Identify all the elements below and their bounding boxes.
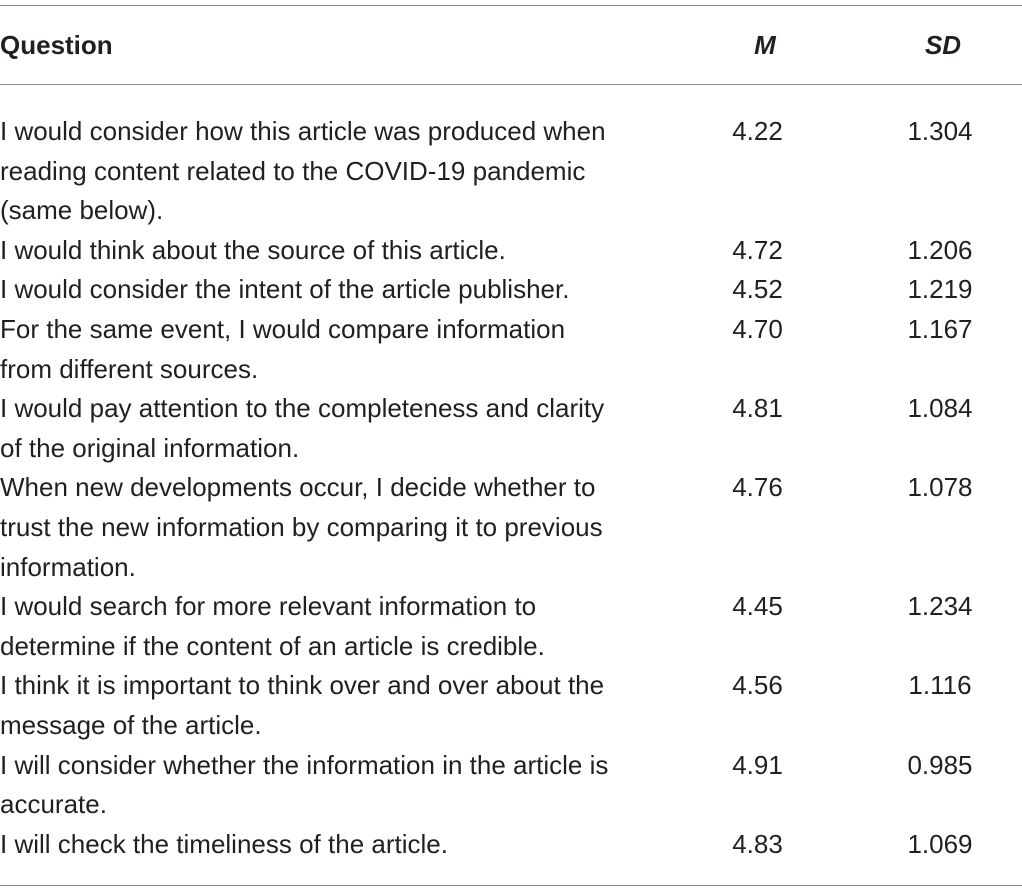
table-row — [0, 389, 1022, 468]
table-row — [0, 587, 1022, 666]
question-cell: I think it is important to think over and over about the message of the article. — [0, 670, 605, 740]
bottom-rule — [0, 885, 1022, 886]
table-row — [0, 468, 1022, 587]
data-table — [0, 5, 1022, 886]
mean-cell: 4.70 — [732, 313, 783, 344]
header-question: Question — [0, 30, 113, 60]
table-row — [0, 666, 1022, 745]
mean-cell: 4.56 — [732, 670, 783, 701]
sd-cell: 0.985 — [907, 749, 973, 780]
table-body — [0, 85, 1022, 885]
mean-cell: 4.81 — [732, 393, 783, 424]
question-cell: I would search for more relevant information to determine if the content of an article is credible. — [0, 591, 545, 661]
question-cell: I would pay attention to the completeness and clarity of the original information. — [0, 393, 605, 463]
header-row — [0, 6, 1022, 84]
table-row — [0, 112, 1022, 231]
question-cell: I will consider whether the information in the article is accurate. — [0, 749, 609, 820]
table-row — [0, 231, 1022, 271]
table-row — [0, 310, 1022, 389]
sd-cell: 1.078 — [907, 472, 973, 503]
header-mean: M — [754, 30, 776, 60]
sd-cell: 1.084 — [907, 393, 973, 424]
sd-cell: 1.116 — [908, 670, 972, 701]
table-row — [0, 825, 1022, 865]
mean-cell: 4.22 — [732, 116, 783, 146]
question-cell: When new developments occur, I decide whether to trust the new information by comparing it to previous information. — [0, 472, 603, 582]
sd-cell: 1.167 — [907, 313, 973, 344]
sd-cell: 1.304 — [907, 116, 973, 146]
table-row — [0, 270, 1022, 310]
mean-cell: 4.72 — [732, 234, 783, 265]
sd-cell: 1.219 — [907, 274, 973, 305]
question-cell: I would consider how this article was produced when reading content related to the COVID-19 pandemic (same below). — [0, 116, 606, 226]
question-cell: For the same event, I would compare information from different sources. — [0, 313, 566, 384]
sd-cell: 1.234 — [907, 591, 973, 622]
question-cell: I would consider the intent of the article publisher. — [0, 274, 570, 305]
mean-cell: 4.83 — [732, 828, 783, 859]
header-sd: SD — [924, 30, 962, 60]
mean-cell: 4.91 — [732, 749, 783, 780]
mean-cell: 4.76 — [732, 472, 783, 503]
question-cell: I will check the timeliness of the article. — [0, 828, 448, 859]
sd-cell: 1.069 — [907, 828, 973, 859]
table-row — [0, 746, 1022, 825]
mean-cell: 4.52 — [732, 274, 783, 305]
sd-cell: 1.206 — [907, 234, 973, 265]
question-cell: I would think about the source of this article. — [0, 234, 506, 265]
mean-cell: 4.45 — [732, 591, 783, 622]
